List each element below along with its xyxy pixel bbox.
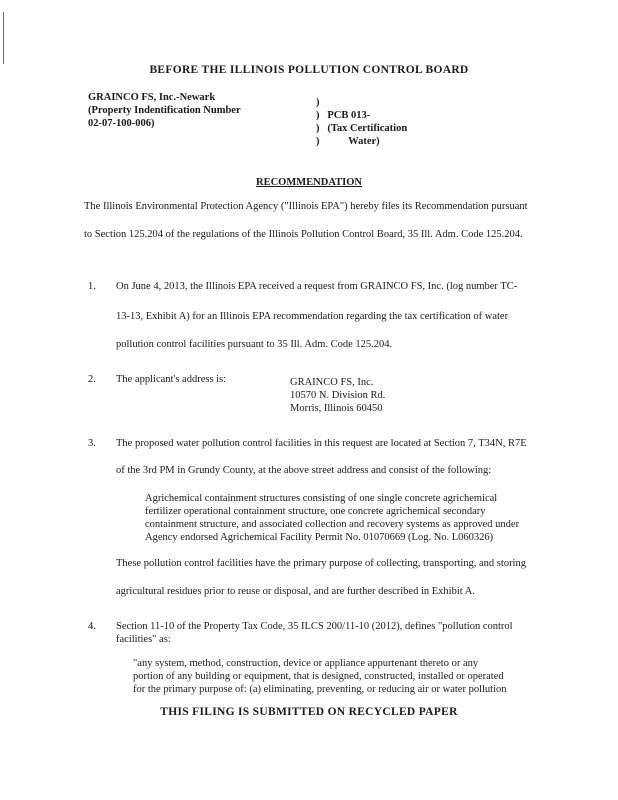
item-3-quote-line-4: Agency endorsed Agrichemical Facility Permit No. 01070669 (Log. No. L060326) <box>145 532 494 543</box>
item-3-line-1: The proposed water pollution control facilities in this request are located at Section 7, T34N, R7E <box>116 438 527 449</box>
scan-edge-mark <box>3 12 4 64</box>
recycled-paper-footer: THIS FILING IS SUBMITTED ON RECYCLED PAPER <box>160 706 458 718</box>
item-3-after-line-1: These pollution control facilities have the primary purpose of collecting, transporting, and storing <box>116 558 526 569</box>
caption-case-type: ) (Tax Certification <box>316 123 408 134</box>
item-3-after-line-2: agricultural residues prior to reuse or disposal, and are further described in Exhibit A. <box>116 586 475 597</box>
item-1-line-3: pollution control facilities pursuant to 35 Ill. Adm. Code 125.204. <box>116 339 393 350</box>
address-line-3: Morris, Illinois 60450 <box>290 403 383 414</box>
item-3-line-2: of the 3rd PM in Grundy County, at the above street address and consist of the following: <box>116 465 492 476</box>
caption-bracket-1: ) <box>316 97 320 108</box>
intro-line-1: The Illinois Environmental Protection Agency ("Illinois EPA") hereby files its Recommendation pursuant <box>84 201 528 212</box>
caption-case-type-2: ) Water) <box>316 136 380 147</box>
item-3-quote-line-1: Agrichemical containment structures consisting of one single concrete agrichemical <box>145 493 498 504</box>
item-3-quote-line-3: containment structure, and associated collection and recovery systems as approved under <box>145 519 520 530</box>
section-title: RECOMMENDATION <box>256 177 362 188</box>
intro-line-2: to Section 125.204 of the regulations of the Illinois Pollution Control Board, 35 Ill. Adm. Code 125.204. <box>84 229 523 240</box>
caption-party-name: GRAINCO FS, Inc.-Newark <box>88 92 216 103</box>
address-line-1: GRAINCO FS, Inc. <box>290 377 374 388</box>
item-4-number: 4. <box>88 621 96 632</box>
caption-party-line-3: 02-07-100-006) <box>88 118 155 129</box>
item-4-quote-line-3: for the primary purpose of: (a) eliminating, preventing, or reducing air or water pollution <box>133 684 507 695</box>
caption-party-line-2: (Property Indentification Number <box>88 105 241 116</box>
item-3-quote-line-2: fertilizer operational containment structure, one concrete agrichemical secondary <box>145 506 486 517</box>
address-line-2: 10570 N. Division Rd. <box>290 390 386 401</box>
item-2-label: The applicant's address is: <box>116 374 227 385</box>
item-1-line-1: On June 4, 2013, the Illinois EPA received a request from GRAINCO FS, Inc. (log number TC- <box>116 281 518 292</box>
item-4-quote-line-2: portion of any building or equipment, that is designed, constructed, installed or operated <box>133 671 504 682</box>
item-4-line-1: Section 11-10 of the Property Tax Code, 35 ILCS 200/11-10 (2012), defines "pollution control <box>116 621 513 632</box>
item-1-number: 1. <box>88 281 96 292</box>
caption-case-number: ) PCB 013- <box>316 110 371 121</box>
item-4-quote-line-1: "any system, method, construction, device or appliance appurtenant thereto or any <box>133 658 479 669</box>
item-4-line-2: facilities" as: <box>116 634 171 645</box>
item-3-number: 3. <box>88 438 96 449</box>
item-1-line-2: 13-13, Exhibit A) for an Illinois EPA recommendation regarding the tax certification of water <box>116 311 509 322</box>
court-heading: BEFORE THE ILLINOIS POLLUTION CONTROL BOARD <box>149 64 469 76</box>
item-2-number: 2. <box>88 374 96 385</box>
